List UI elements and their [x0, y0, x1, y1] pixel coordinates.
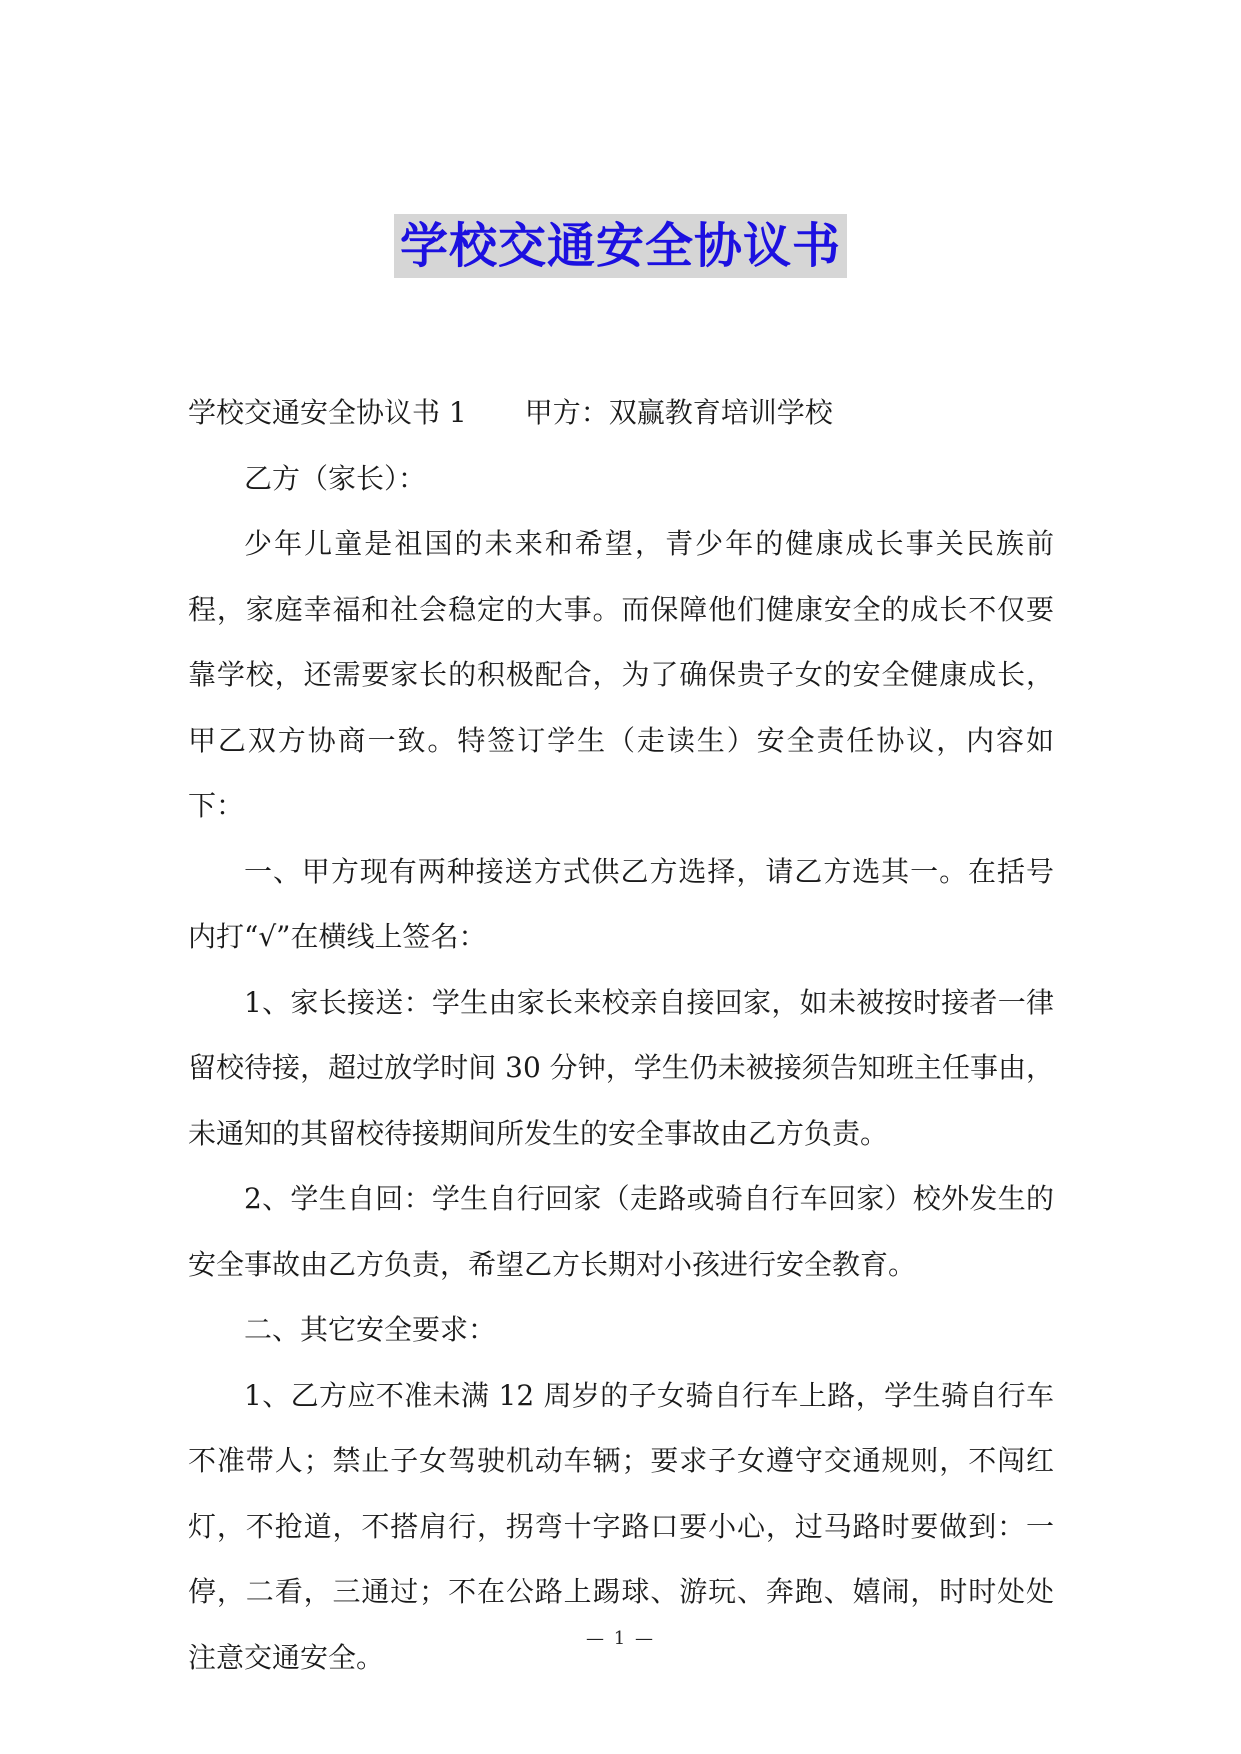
first-line — [188, 380, 1054, 446]
paragraph-safety-rules: 1、乙方应不准未满 12 周岁的子女骑自行车上路，学生骑自行车不准带人；禁止子女驾驶机动车辆；要求子女遵守交通规则，不闯红灯，不抢道，不搭肩行，拐弯十字路口要小心，过马路时要做到：一停，二看，三通过；不在公路上踢球、游玩、奔跑、嬉闹，时时处处注意交通安全。 — [188, 1378, 1054, 1674]
section-heading: 学校交通安全协议书 1 — [188, 396, 467, 429]
document-body — [188, 380, 1054, 1690]
paragraph-parent-pickup: 1、家长接送：学生由家长来校亲自接回家，如未被按时接者一律留校待接，超过放学时间 30 分钟，学生仍未被接须告知班主任事由，未通知的其留校待接期间所发生的安全事故由乙方负责。 — [188, 985, 1054, 1150]
paragraph-self-return: 2、学生自回：学生自行回家（走路或骑自行车回家）校外发生的安全事故由乙方负责，希望乙方长期对小孩进行安全教育。 — [188, 1182, 1054, 1281]
party-a-line: 甲方：双赢教育培训学校 — [524, 396, 833, 429]
page-number: — 1 — — [586, 1628, 655, 1649]
title-container — [0, 214, 1241, 278]
paragraph-intro: 少年儿童是祖国的未来和希望，青少年的健康成长事关民族前程，家庭幸福和社会稳定的大事。而保障他们健康安全的成长不仅要靠学校，还需要家长的积极配合，为了确保贵子女的安全健康成长，甲乙双方协商一致。特签订学生（走读生）安全责任协议，内容如下： — [188, 527, 1054, 822]
party-b-line: 乙方（家长）： — [244, 461, 427, 495]
paragraph-section-two: 二、其它安全要求： — [244, 1313, 497, 1346]
document-title: 学校交通安全协议书 — [394, 214, 847, 278]
paragraph-section-one: 一、甲方现有两种接送方式供乙方选择，请乙方选其一。在括号内打“√”在横线上签名： — [188, 854, 1054, 953]
